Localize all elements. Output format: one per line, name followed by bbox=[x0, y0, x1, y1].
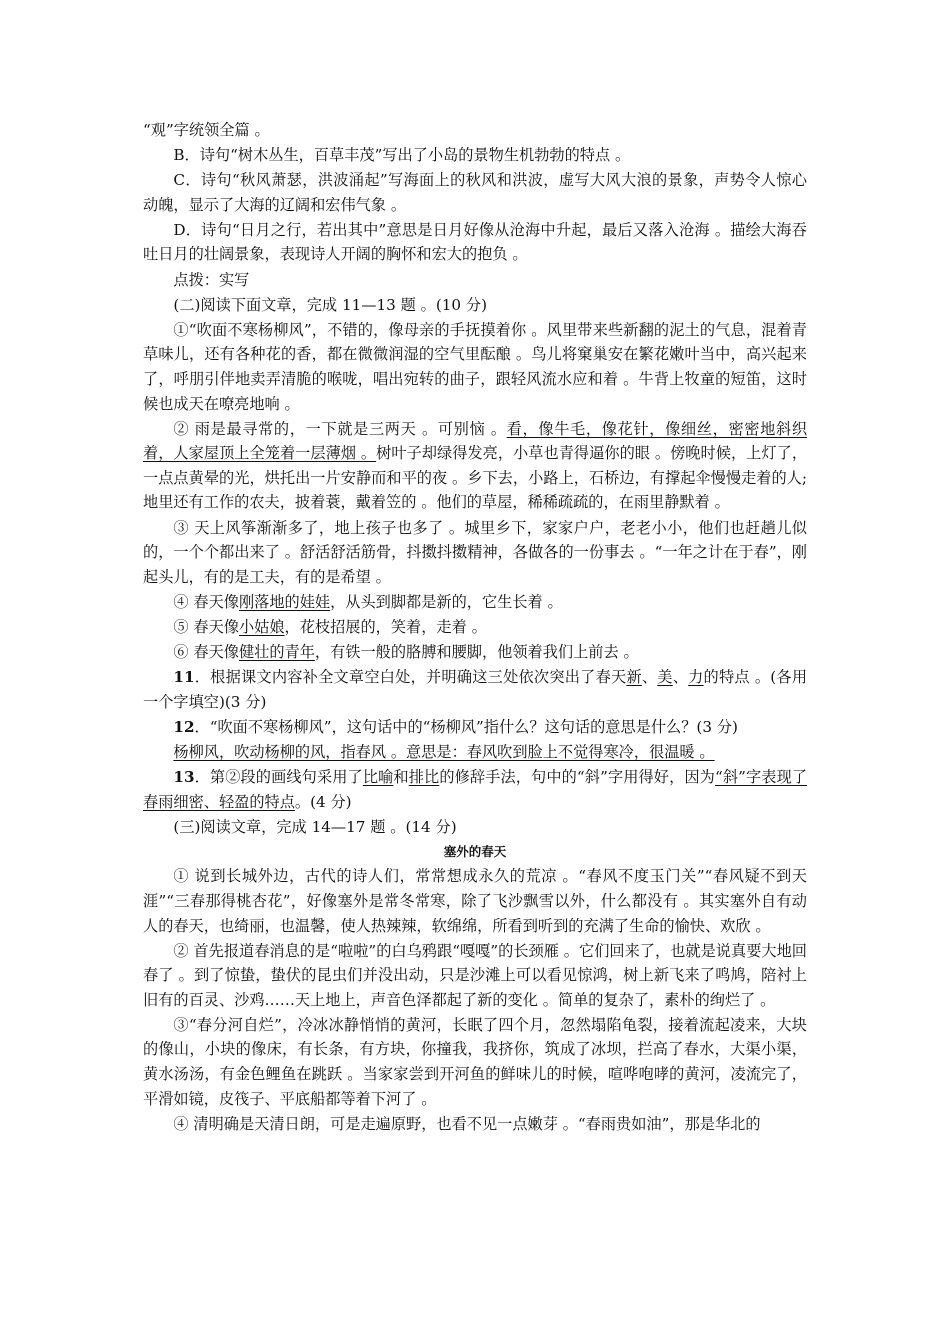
text: ⑤ 春天像 bbox=[173, 617, 239, 636]
text: ④ 春天像 bbox=[173, 592, 239, 611]
passage-paragraph-6 bbox=[143, 640, 807, 665]
option-b: B．诗句“树木丛生，百草丰茂”写出了小岛的景物生机勃勃的特点 。 bbox=[173, 146, 631, 165]
answer: “斜”字表现了春雨细密、轻盈的特点 bbox=[143, 767, 808, 811]
para-continuation: “观”字统领全篇 。 bbox=[143, 121, 270, 139]
answer: 美 bbox=[657, 668, 673, 687]
passage-paragraph-2 bbox=[143, 417, 807, 515]
passage-title: 塞外的春天 bbox=[443, 843, 507, 859]
passage-paragraph-4 bbox=[143, 590, 807, 615]
question-11 bbox=[143, 665, 807, 714]
passage-paragraph-1: ①“吹面不寒杨柳风”，不错的，像母亲的手抚摸着你 。风里带来些新翻的泥土的气息，混着青草味儿，还有各种花的香，都在微微润湿的空气里酝酿 。鸟儿将窠巢安在繁花嫩叶当中，高兴起来了，呼朋引伴地卖弄清脆的喉咙，唱出宛转的曲子，跟轻风流水应和着 。牛背上牧童的短笛，这时候也成天在嘹亮地响 。 bbox=[143, 320, 807, 413]
underlined-sentence: 看，像牛毛，像花针，像细丝，密密地斜织着，人家屋顶上全笼着一层薄烟 。 bbox=[143, 419, 808, 463]
answer: 排比 bbox=[408, 767, 440, 786]
text: ② 雨是最寻常的，一下就是三两天 。可别恼 。 bbox=[173, 419, 507, 438]
passage2-paragraph-1: ① 说到长城外边，古代的诗人们，常常想成永久的荒凉 。“春风不度玉门关”“春风疑不到天涯”“三春那得桃杏花”，好像塞外是常冬常寒，除了飞沙飘雪以外，什么都没有 。其实塞外自有动人的春天，也绮丽，也温馨，使人热辣辣，软绵绵，所看到听到的充满了生命的愉快、欢欣 。 bbox=[143, 867, 807, 935]
text: ，有铁一般的胳膊和腰脚，他领着我们上前去 。 bbox=[314, 642, 639, 661]
answer-12 bbox=[143, 740, 807, 765]
text: 、 bbox=[641, 668, 658, 687]
text: 和 bbox=[393, 767, 409, 786]
question-13 bbox=[143, 765, 807, 814]
question-number: 11 bbox=[173, 668, 195, 687]
question-number: 13 bbox=[173, 767, 195, 786]
text: 的修辞手法，句中的“斜”字用得好，因为 bbox=[439, 767, 715, 786]
answer: 比喻 bbox=[362, 767, 394, 786]
text: 的特点 。(各用一个字填空)(3 分) bbox=[143, 668, 808, 711]
text: 、 bbox=[672, 668, 689, 687]
option-c: C．诗句“秋风萧瑟，洪波涌起”写海面上的秋风和洪波，虚写大风大浪的景象，声势令人惊心动魄，显示了大海的辽阔和宏伟气象 。 bbox=[143, 171, 807, 214]
filled-answer: 健壮的青年 bbox=[238, 642, 315, 661]
text: ，花枝招展的，笑着，走着 。 bbox=[284, 617, 487, 636]
filled-answer: 刚落地的娃娃 bbox=[238, 592, 331, 611]
text: 树叶子却绿得发亮，小草也青得逼你的眼 。傍晚时候，上灯了，一点点黄晕的光，烘托出一片安静而和平的夜 。乡下去，小路上，石桥边，有撑起伞慢慢走着的人; 地里还有工作的农夫，披着蓑，戴着笠的 。他们的草屋，稀稀疏疏的，在雨里静默着 。 bbox=[143, 444, 808, 512]
text: ⑥ 春天像 bbox=[173, 642, 239, 661]
answer: 杨柳风，吹动杨柳的风，指春风 。意思是：春风吹到脸上不觉得寒冷，很温暖 。 bbox=[173, 742, 715, 761]
passage2-paragraph-3: ③“春分河自烂”，冷冰冰静悄悄的黄河，长眠了四个月，忽然塌陷龟裂，接着流起凌来，大块的像山，小块的像床，有长条，有方块，你撞我，我挤你，筑成了冰坝，拦高了春水，大渠小渠，黄水汤汤，有金色鲤鱼在跳跃 。当家家尝到开河鱼的鲜味儿的时候，喧哗咆哮的黄河，凌流完了，平滑如镜，皮筏子、平底船都等着下河了 。 bbox=[143, 1015, 807, 1108]
text: 。(4 分) bbox=[294, 792, 352, 811]
text: ．“吹面不寒杨柳风”，这句话中的“杨柳风”指什么？这句话的意思是什么？(3 分) bbox=[194, 717, 738, 736]
section-two-heading: (二)阅读下面文章，完成 11—13 题 。(10 分) bbox=[173, 295, 488, 314]
document-page bbox=[143, 118, 807, 1137]
question-12 bbox=[143, 715, 807, 740]
answer: 新 bbox=[626, 668, 642, 687]
filled-answer: 小姑娘 bbox=[238, 617, 285, 636]
passage2-paragraph-2: ② 首先报道春消息的是“啦啦”的白乌鸦跟“嘎嘎”的长颈雁 。它们回来了，也就是说真要大地回春了 。到了惊蛰，蛰伏的昆虫们并没出动，只是沙滩上可以看见惊鸿，树上新飞来了鸣鸠，陪衬上旧有的百灵、沙鸡……天上地上，声音色泽都起了新的变化 。简单的复杂了，素朴的绚烂了 。 bbox=[143, 941, 807, 1009]
text: ．根据课文内容补全文章空白处，并明确这三处依次突出了春天 bbox=[194, 668, 627, 687]
hint: 点拨：实写 bbox=[173, 270, 250, 289]
section-three-heading: (三)阅读文章，完成 14—17 题 。(14 分) bbox=[173, 817, 457, 836]
question-number: 12 bbox=[173, 717, 195, 736]
text: ，从头到脚都是新的，它生长着 。 bbox=[330, 592, 563, 611]
passage2-paragraph-4: ④ 清明确是天清日朗，可是走遍原野，也看不见一点嫩芽 。“春雨贵如油”，那是华北的 bbox=[173, 1114, 761, 1133]
answer: 力 bbox=[688, 668, 704, 687]
text: ．第②段的画线句采用了 bbox=[194, 767, 363, 786]
passage-paragraph-3: ③ 天上风筝渐渐多了，地上孩子也多了 。城里乡下，家家户户，老老小小，他们也赶趟儿似的，一个个都出来了 。舒活舒活筋骨，抖擞抖擞精神，各做各的一份事去 。“一年之计在于春”，刚起头儿，有的是工夫，有的是希望 。 bbox=[143, 518, 807, 586]
option-d: D．诗句“日月之行，若出其中”意思是日月好像从沧海中升起，最后又落入沧海 。描绘大海吞吐日月的壮阔景象，表现诗人开阔的胸怀和宏大的抱负 。 bbox=[143, 220, 807, 264]
passage-paragraph-5 bbox=[143, 615, 807, 640]
